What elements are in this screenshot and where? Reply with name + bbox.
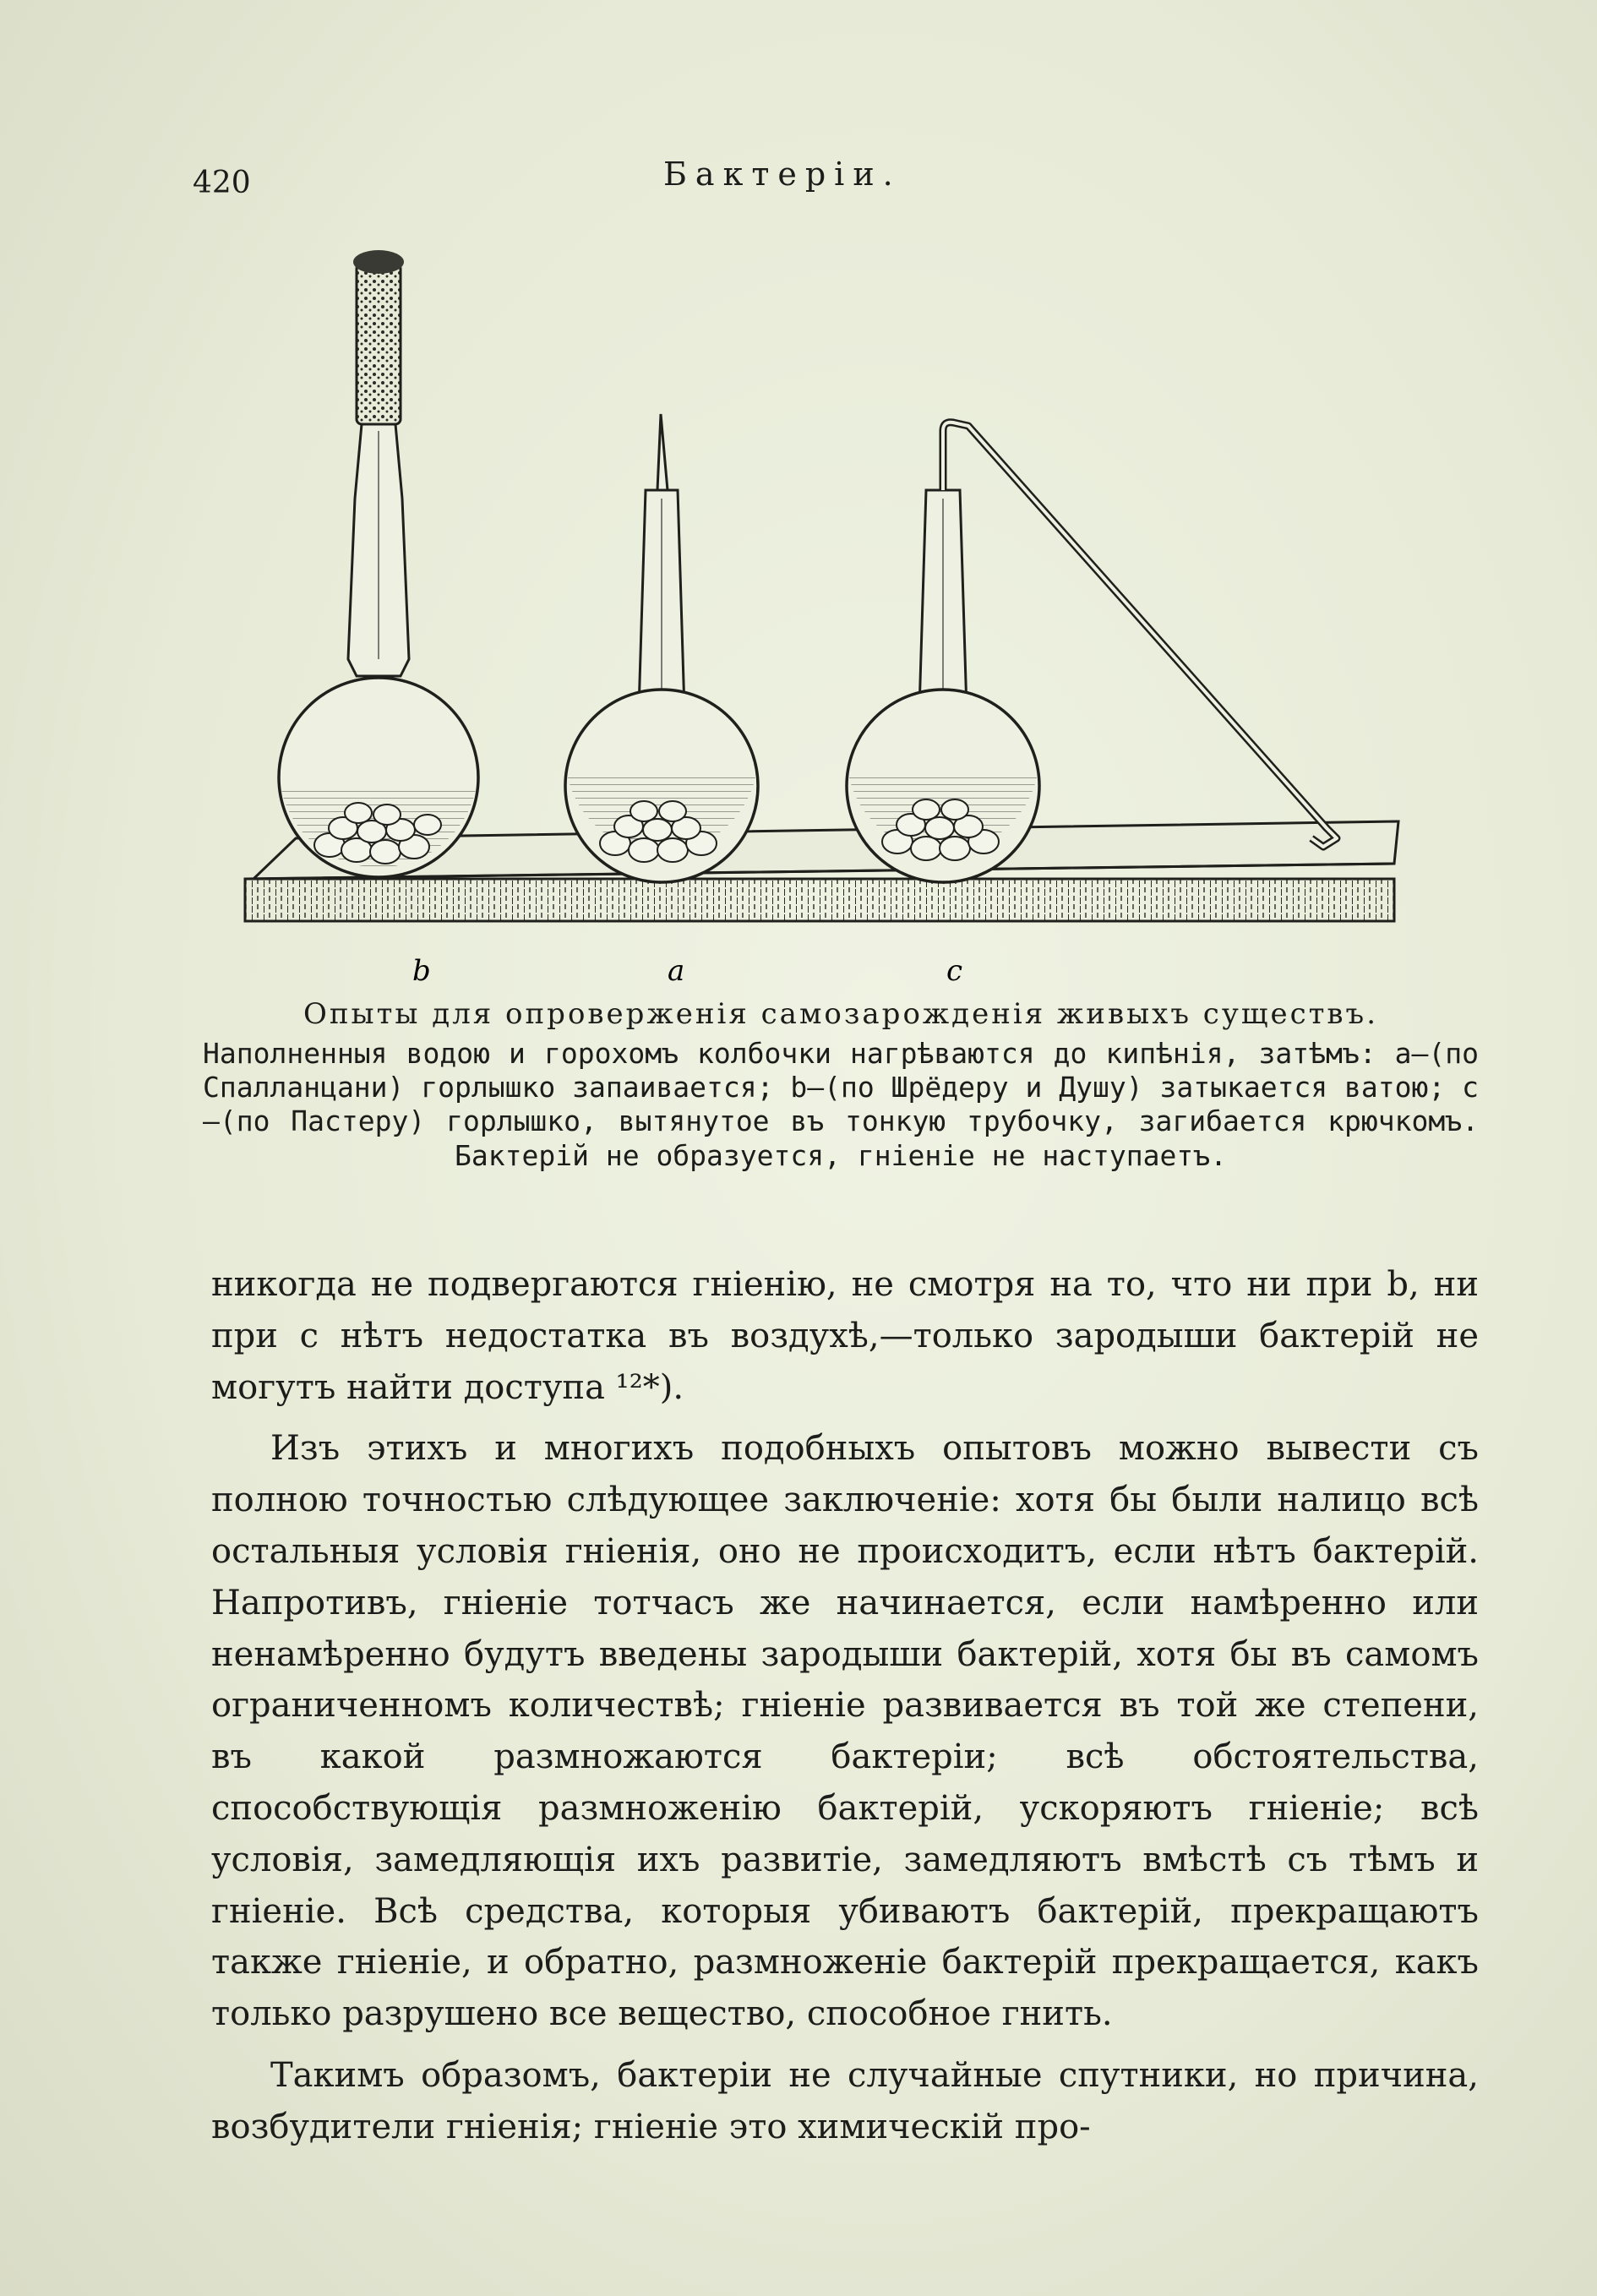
flask-engraving: [228, 237, 1411, 988]
flask-experiment-illustration: [228, 237, 1411, 988]
page-header: [0, 152, 1597, 203]
paragraph: Изъ этихъ и многихъ подобныхъ опытовъ можно вывести съ полною точностью слѣдующее заключенiе: хотя бы были налицо всѣ остальныя условiя гнiенiя, оно не происходитъ, если нѣтъ бактерiй. Напротивъ, гнiенiе тотчасъ же начинается, если намѣренно или ненамѣренно будутъ введены зародыши бактерiй, хотя бы въ самомъ ограниченномъ количествѣ; гнiенiе развивается въ той же степени, въ какой размножаются бактерiи; всѣ обстоятельства, способствующiя размноженiю бактерiй, ускоряютъ гнiенiе; всѣ условiя, замедляющiя ихъ развитiе, замедляютъ вмѣстѣ съ тѣмъ и гнiенiе. Всѣ средства, которыя убиваютъ бактерiй, прекращаютъ также гнiенiе, и обратно, размноженiе бактерiй прекращается, какъ только разрушено все вещество, способное гнить.: [211, 1429, 1479, 2034]
caption-title: Опыты для опроверженiя самозарожденiя живыхъ существъ.: [303, 997, 1378, 1031]
paragraph-continuation: никогда не подвергаются гнiенiю, не смотря на то, что ни при b, ни при c нѣтъ недостатка въ воздухѣ,—только зародыши бактерiй не могутъ найти доступа ¹²*).: [211, 1265, 1479, 1407]
flask-b: [279, 250, 478, 877]
flask-label-a: a: [668, 954, 685, 988]
caption-text: Наполненныя водою и горохомъ колбочки нагрѣваются до кипѣнiя, затѣмъ: a—(по Спалланцани) горлышко запаивается; b—(по Шрёдеру и Душу) затыкается ватою; c—(по Пастеру) горлышко, вытянутое въ тонкую трубочку, загибается крючкомъ. Бактерiй не образуется, гнiенiе не наступаетъ.: [203, 1036, 1479, 1172]
body-text: [211, 1259, 1479, 2153]
paragraph: Такимъ образомъ, бактерiи не случайные спутники, но причина, возбудители гнiенiя; гнiенiе это химическiй про-: [211, 2055, 1479, 2146]
figure-caption: [203, 997, 1479, 1173]
flask-a: [565, 414, 758, 882]
running-title: Бактерiи.: [663, 155, 902, 193]
page-number: 420: [193, 166, 251, 200]
flask-label-b: b: [412, 954, 431, 988]
flask-c: [847, 423, 1337, 882]
flask-label-c: c: [946, 954, 963, 988]
